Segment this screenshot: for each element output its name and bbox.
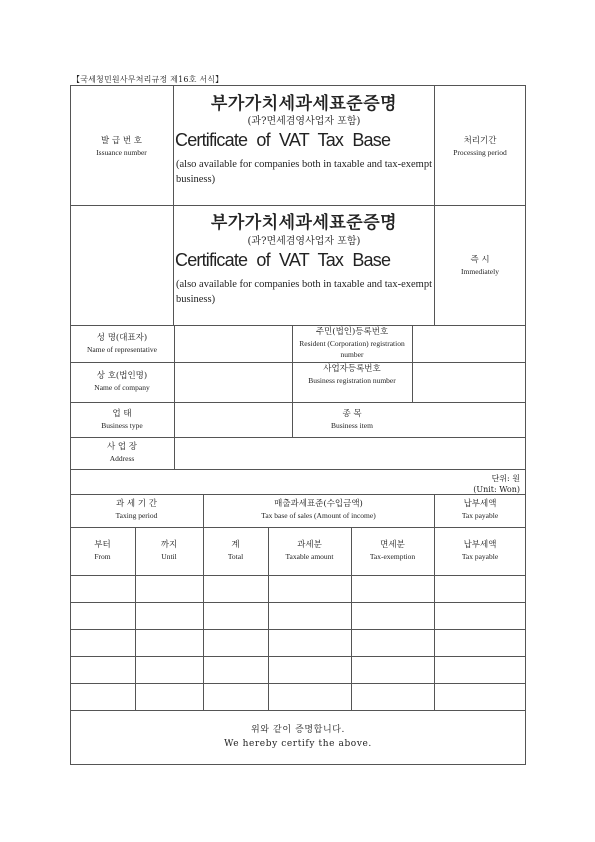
resident-number-field[interactable] — [413, 326, 525, 361]
divider — [70, 469, 526, 470]
tax-base-header: 매출과세표준(수입금액) Tax base of sales (Amount of income) — [261, 499, 376, 520]
table-row[interactable] — [71, 603, 525, 628]
unit-note: 단위: 원 (Unit: Won) — [473, 474, 520, 494]
business-registration-field[interactable] — [413, 363, 525, 401]
resident-number-label: 주민(법인)등록번호 Resident (Corporation) registration number — [299, 327, 405, 359]
business-type-label: 업 태 Business type — [101, 409, 143, 430]
processing-period-label: 처리기간 Processing period — [453, 136, 507, 157]
issuance-number-label: 발 급 번 호 Issuance number — [96, 136, 147, 157]
taxing-period-header: 과 세 기 간 Taxing period — [115, 499, 158, 520]
certificate-title-en: Certificate of VAT Tax Base — [175, 250, 391, 270]
table-row[interactable] — [71, 684, 525, 709]
address-field[interactable] — [175, 438, 525, 468]
table-row[interactable] — [71, 576, 525, 601]
divider — [70, 205, 526, 206]
certificate-description-en: (also available for companies both in taxable and tax-exempt business) — [176, 279, 432, 305]
table-row[interactable] — [71, 657, 525, 682]
company-name-label: 상 호(법인명) Name of company — [94, 371, 150, 392]
certificate-subtitle-ko: (과?면세겸영사업자 포함) — [247, 236, 361, 247]
certify-statement: 위와 같이 증명합니다. We hereby certify the above. — [224, 725, 372, 749]
business-item-label: 종 목 Business item — [331, 409, 373, 430]
column-header-taxable: 과세분 Taxable amount — [285, 540, 334, 561]
certificate-description-en: (also available for companies both in taxable and tax-exempt business) — [176, 159, 432, 185]
business-registration-label: 사업자등록번호 Business registration number — [308, 364, 396, 385]
divider — [434, 85, 435, 325]
column-header-total: 계 Total — [227, 540, 244, 561]
column-header-tax-payable: 납부세액 Tax payable — [461, 540, 499, 561]
business-type-field[interactable] — [175, 403, 291, 436]
divider — [70, 494, 526, 495]
company-name-field[interactable] — [175, 363, 291, 401]
processing-immediately-label: 즉 시 Immediately — [461, 255, 499, 276]
column-header-until: 까지 Until — [160, 540, 178, 561]
certificate-title-en: Certificate of VAT Tax Base — [175, 130, 391, 150]
column-header-from: 부터 From — [94, 540, 111, 561]
address-label: 사 업 장 Address — [106, 442, 138, 463]
representative-name-label: 성 명(대표자) Name of representative — [87, 333, 157, 354]
form-header-note: 【국세청민원사무처리규정 제16호 서식】 — [72, 75, 224, 84]
table-row[interactable] — [71, 630, 525, 655]
certificate-subtitle-ko: (과?면세겸영사업자 포함) — [247, 116, 361, 127]
divider — [203, 527, 434, 528]
certificate-title-ko: 부가가치세과세표준증명 — [210, 213, 398, 233]
representative-name-field[interactable] — [175, 326, 291, 361]
divider — [70, 710, 526, 711]
tax-payable-header: 납부세액 Tax payable — [461, 499, 499, 520]
certificate-title-ko: 부가가치세과세표준증명 — [210, 94, 398, 114]
business-item-field[interactable] — [413, 403, 525, 436]
column-header-tax-exemption: 면세분 Tax-exemption — [369, 540, 416, 561]
